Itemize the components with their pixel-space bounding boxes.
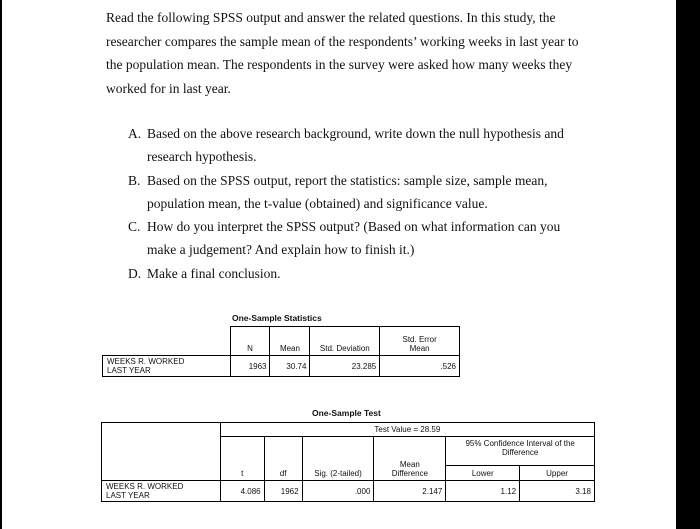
question-item bbox=[128, 215, 598, 262]
question-text: population mean, the t-value (obtained) and significance value. bbox=[147, 195, 488, 211]
cell-upper: 3.18 bbox=[520, 481, 595, 502]
question-text: research hypothesis. bbox=[147, 149, 257, 165]
left-border bbox=[0, 0, 2, 529]
header-cell-sig: Sig. (2-tailed) bbox=[302, 437, 374, 481]
question-text: Based on the above research background, write down the null hypothesis and bbox=[147, 126, 564, 141]
header-cell-n: N bbox=[230, 327, 270, 356]
header-cell-upper: Upper bbox=[520, 466, 595, 481]
row-label-text: WEEKS R. WORKED bbox=[107, 357, 185, 366]
question-letter: D. bbox=[128, 265, 142, 281]
header-cell-empty bbox=[103, 327, 231, 356]
header-cell-empty bbox=[102, 423, 221, 481]
row-label-text: LAST YEAR bbox=[106, 491, 150, 500]
row-label-text: WEEKS R. WORKED bbox=[106, 482, 184, 491]
intro-line: researcher compares the sample mean of the respondents’ working weeks in last year to bbox=[106, 33, 579, 49]
test-table-title: One-Sample Test bbox=[312, 408, 381, 418]
question-item bbox=[128, 262, 598, 285]
test-value-cell: Test Value = 28.59 bbox=[220, 423, 594, 437]
cell-sig: .000 bbox=[302, 481, 374, 502]
header-cell-df: df bbox=[264, 437, 302, 481]
header-cell-mean-difference bbox=[374, 437, 446, 481]
question-text: make a judgement? And explain how to finish it.) bbox=[147, 242, 415, 258]
question-letter: B. bbox=[128, 172, 141, 188]
header-cell-confidence-interval bbox=[446, 437, 595, 466]
question-item bbox=[128, 169, 598, 216]
stats-table-title: One-Sample Statistics bbox=[232, 313, 322, 323]
cell-n: 1963 bbox=[230, 356, 270, 377]
row-label bbox=[102, 481, 221, 502]
header-text: Mean bbox=[399, 460, 420, 469]
one-sample-statistics-table bbox=[102, 326, 460, 377]
cell-std-deviation: 23.285 bbox=[310, 356, 380, 377]
intro-line: the population mean. The respondents in the survey were asked how many weeks they bbox=[106, 57, 573, 72]
header-cell-mean: Mean bbox=[270, 327, 310, 356]
question-text: Make a final conclusion. bbox=[147, 265, 281, 281]
header-cell-lower: Lower bbox=[446, 466, 520, 481]
question-item bbox=[128, 122, 598, 169]
table-header-row bbox=[103, 327, 460, 356]
cell-mean: 30.74 bbox=[270, 356, 310, 377]
test-value-row bbox=[102, 423, 595, 437]
cell-std-error: .526 bbox=[380, 356, 460, 377]
header-text: 95% Confidence Interval of the bbox=[465, 439, 575, 448]
cell-mean-difference: 2.147 bbox=[374, 481, 446, 502]
header-text: Mean bbox=[409, 344, 430, 353]
header-text: Std. Error bbox=[402, 335, 437, 344]
header-cell-std-error bbox=[380, 327, 460, 356]
question-list bbox=[128, 122, 598, 285]
question-text: How do you interpret the SPSS output? (Based on what information can you bbox=[147, 219, 561, 235]
table-row bbox=[103, 356, 460, 377]
cell-df: 1962 bbox=[264, 481, 302, 502]
cell-t: 4.086 bbox=[220, 481, 264, 502]
row-label-text: LAST YEAR bbox=[107, 366, 151, 375]
header-cell-t: t bbox=[220, 437, 264, 481]
question-letter: C. bbox=[128, 219, 141, 235]
question-text: Based on the SPSS output, report the statistics: sample size, sample mean, bbox=[147, 172, 548, 188]
header-text: Difference bbox=[391, 469, 429, 478]
header-text: Difference bbox=[501, 448, 539, 457]
row-label bbox=[103, 356, 231, 377]
table-row bbox=[102, 481, 595, 502]
question-letter: A. bbox=[128, 126, 142, 141]
intro-line: worked for in last year. bbox=[106, 80, 231, 96]
header-cell-std-deviation: Std. Deviation bbox=[310, 327, 380, 356]
intro-line: Read the following SPSS output and answer the related questions. In this study, the bbox=[106, 10, 556, 25]
one-sample-test-table bbox=[101, 422, 595, 502]
cell-lower: 1.12 bbox=[446, 481, 520, 502]
right-border bbox=[676, 0, 700, 529]
intro-paragraph bbox=[106, 6, 626, 100]
